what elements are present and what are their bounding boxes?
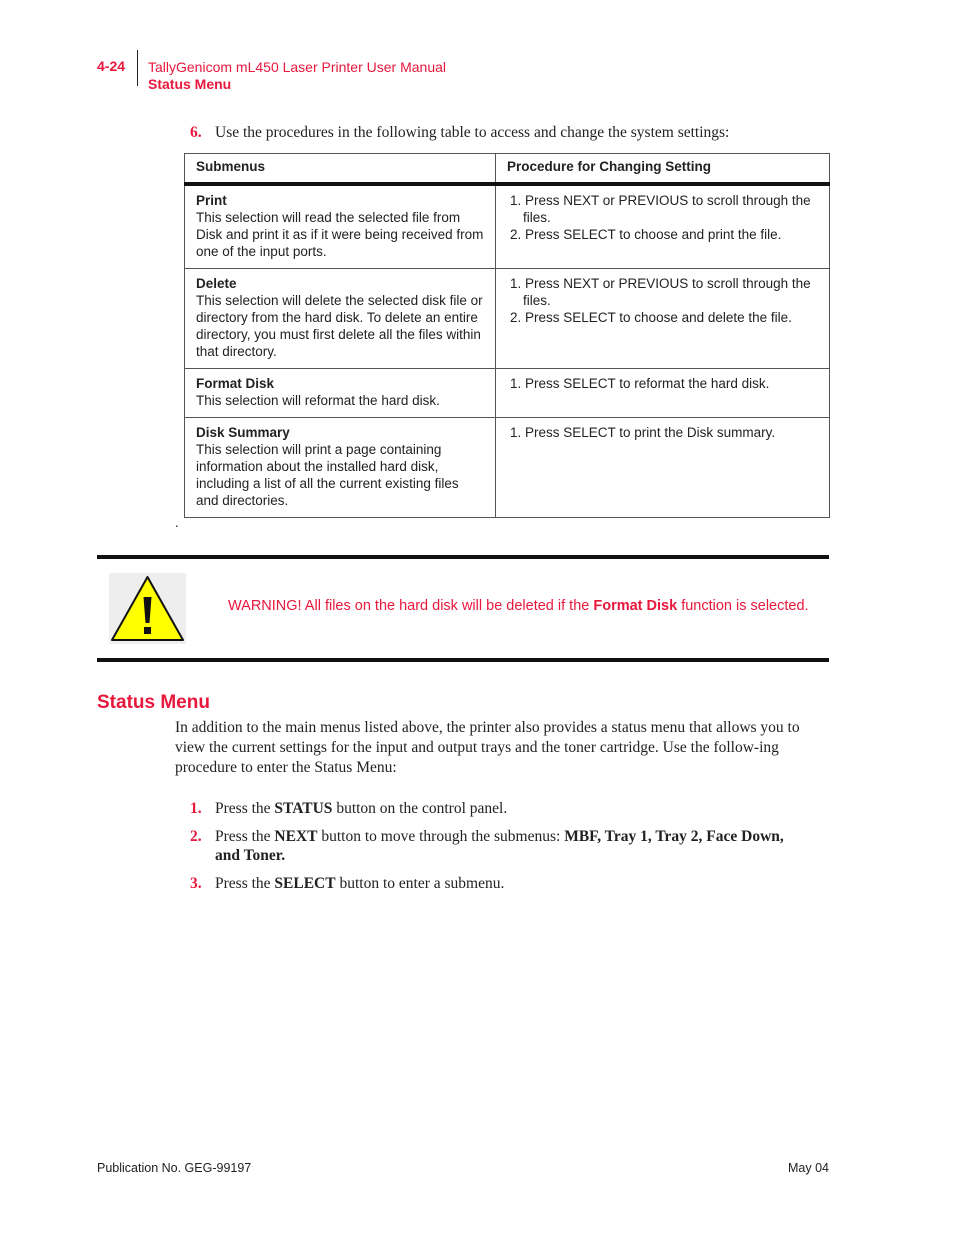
intro-paragraph: In addition to the main menus listed above, the printer also provides a status menu that allows you to view the current settings for the input and output trays and the toner cartridge. Use the follow-ing procedure to enter the Status Menu: (175, 719, 800, 776)
warning-triangle-icon (109, 573, 186, 644)
step-number: 1. (190, 800, 202, 817)
step-button-name: STATUS (274, 800, 333, 817)
warning-emphasis: Format Disk (593, 598, 678, 614)
step-button-name: SELECT (274, 875, 336, 892)
table-row (185, 184, 830, 269)
submenu-cell (185, 184, 496, 269)
table-row (185, 418, 830, 518)
procedure-cell (496, 418, 830, 518)
submenu-cell (185, 269, 496, 369)
section-title: Status Menu (97, 692, 210, 713)
step-number: 3. (190, 875, 202, 892)
procedure-step: 1. Press NEXT or PREVIOUS to scroll through the files. (510, 276, 811, 308)
table-row (185, 269, 830, 369)
warning-top-rule (97, 555, 829, 559)
procedure-step: 1. Press NEXT or PREVIOUS to scroll through the files. (510, 193, 811, 225)
step-text: Use the procedures in the following table to access and change the system settings: (215, 124, 730, 141)
step-text: button on the control panel. (332, 800, 508, 817)
warning-prefix: WARNING! All files on the hard disk will be deleted if the (228, 598, 594, 614)
procedure-cell (496, 269, 830, 369)
step-button-name: NEXT (274, 828, 318, 845)
warning-bottom-rule (97, 658, 829, 662)
column-header-submenus: Submenus (185, 154, 496, 185)
step-text: Press the (215, 875, 275, 892)
stray-period: . (175, 516, 179, 531)
procedure-cell (496, 369, 830, 418)
status-step-3 (190, 874, 830, 893)
step-number: 6. (190, 124, 202, 141)
step-text: button to move through the submenus: (317, 828, 565, 845)
submenu-name: Print (196, 193, 227, 208)
table-row (185, 369, 830, 418)
table-header-row (185, 154, 830, 185)
status-step-2 (190, 827, 830, 865)
procedure-step: 2. Press SELECT to choose and delete the file. (510, 310, 792, 325)
status-step-1 (190, 799, 830, 818)
submenu-description: This selection will reformat the hard disk. (196, 393, 440, 408)
header-section: Status Menu (148, 76, 232, 92)
submenu-description: This selection will print a page containing information about the installed hard disk, including a list of all the current existing files and directories. (196, 442, 459, 508)
page-number: 4-24 (97, 58, 126, 74)
procedure-cell (496, 184, 830, 269)
header-divider (137, 50, 138, 86)
submenu-cell (185, 369, 496, 418)
procedure-step: 2. Press SELECT to choose and print the file. (510, 227, 782, 242)
submenu-name: Format Disk (196, 376, 275, 391)
warning-suffix: function is selected. (677, 598, 809, 614)
warning-message (228, 598, 809, 614)
manual-title: TallyGenicom mL450 Laser Printer User Manual (148, 59, 447, 75)
step-text: Press the (215, 828, 275, 845)
submenu-description: This selection will read the selected file from Disk and print it as if it were being received from one of the input ports. (196, 210, 484, 259)
step-text: button to enter a submenu. (335, 875, 505, 892)
procedure-step: 1. Press SELECT to reformat the hard disk. (510, 376, 770, 391)
step-number: 2. (190, 828, 202, 845)
submenu-list: MBF, Tray 1, Tray 2, Face Down, and Toner. (215, 828, 784, 864)
submenu-description: This selection will delete the selected disk file or directory from the hard disk. To delete an entire directory, you must first delete all the files within that directory. (196, 293, 483, 359)
publication-number: Publication No. GEG-99197 (97, 1161, 252, 1175)
submenu-name: Delete (196, 276, 237, 291)
submenu-name: Disk Summary (196, 425, 290, 440)
procedure-step: 1. Press SELECT to print the Disk summary. (510, 425, 776, 440)
submenu-cell (185, 418, 496, 518)
column-header-procedure: Procedure for Changing Setting (496, 154, 830, 185)
publication-date: May 04 (788, 1161, 829, 1175)
submenu-procedure-table (184, 153, 830, 518)
step-text: Press the (215, 800, 275, 817)
